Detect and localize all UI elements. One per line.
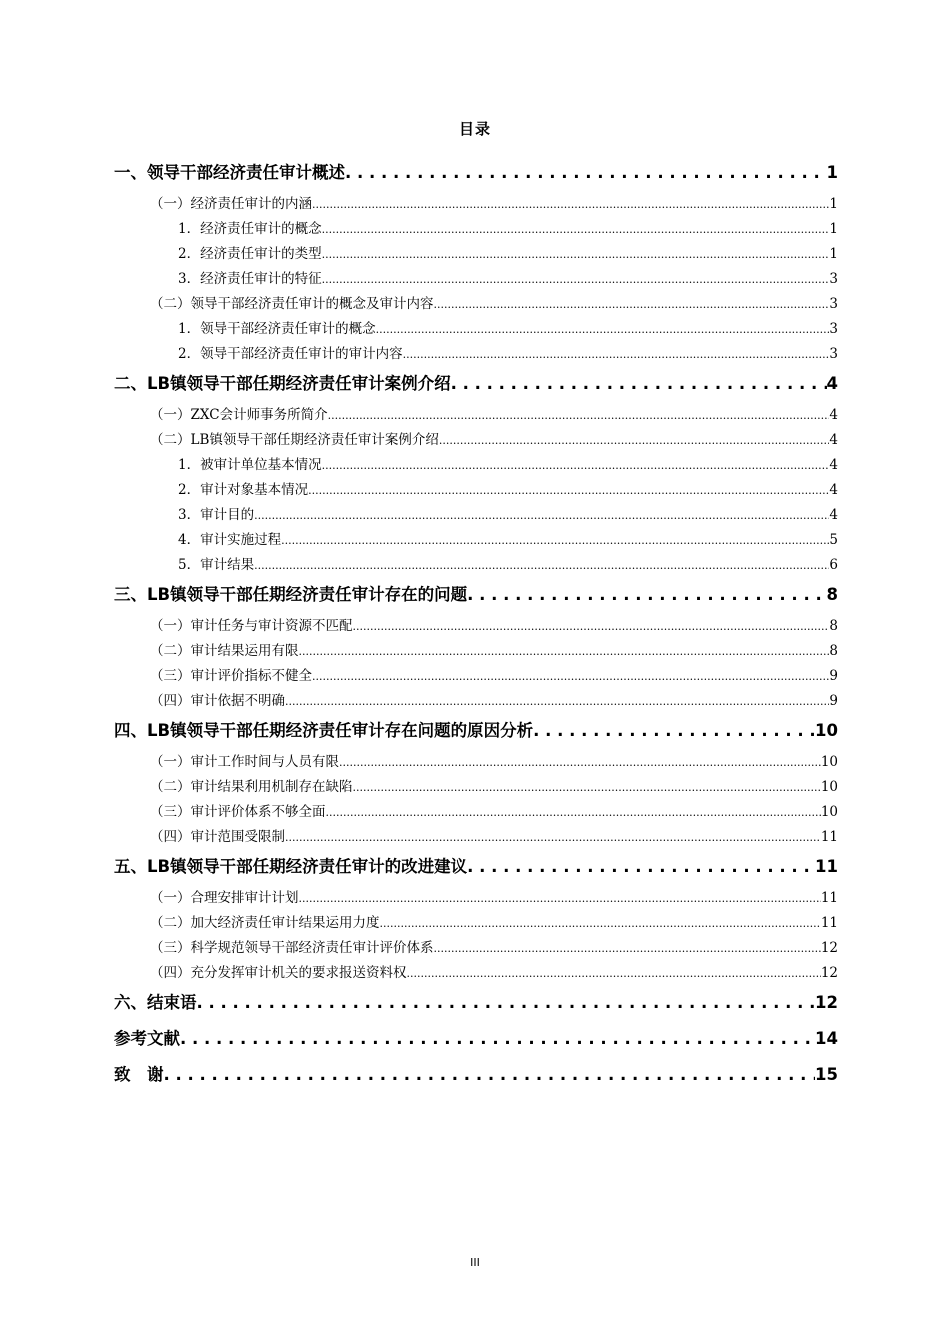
toc-entry[interactable] — [114, 664, 838, 689]
toc-entry-label: 1．领导干部经济责任审计的概念 — [178, 321, 376, 337]
toc-entry[interactable] — [114, 775, 838, 800]
toc-entry-label: 2．领导干部经济责任审计的审计内容 — [178, 346, 403, 362]
toc-leader — [322, 217, 830, 242]
toc-entry-label: 1．被审计单位基本情况 — [178, 457, 322, 473]
toc-entry-page: 1 — [829, 221, 838, 237]
toc-entry[interactable] — [114, 367, 838, 403]
toc-entry-page: 9 — [829, 668, 838, 684]
toc-entry[interactable] — [114, 639, 838, 664]
table-of-contents — [114, 156, 838, 1094]
toc-entry-page: 11 — [820, 915, 838, 931]
toc-leader — [164, 1058, 816, 1091]
toc-leader — [439, 428, 830, 453]
toc-entry-label: （二）审计结果运用有限 — [150, 643, 299, 659]
toc-entry-label: （二）LB镇领导干部任期经济责任审计案例介绍 — [150, 432, 439, 448]
toc-leader — [467, 850, 815, 883]
toc-entry[interactable] — [114, 528, 838, 553]
toc-leader — [326, 800, 821, 825]
toc-entry-page: 8 — [826, 585, 838, 604]
toc-entry-label: 4．审计实施过程 — [178, 532, 282, 548]
toc-entry-page: 3 — [829, 271, 838, 287]
toc-leader — [467, 578, 826, 611]
toc-entry[interactable] — [114, 714, 838, 750]
toc-entry[interactable] — [114, 192, 838, 217]
toc-entry-page: 4 — [826, 374, 838, 393]
toc-entry-label: （三）审计评价体系不够全面 — [150, 804, 326, 820]
toc-entry[interactable] — [114, 156, 838, 192]
toc-entry-label: （一）合理安排审计计划 — [150, 890, 299, 906]
toc-leader — [285, 825, 821, 850]
toc-entry[interactable] — [114, 800, 838, 825]
toc-entry-page: 3 — [829, 296, 838, 312]
toc-leader — [376, 317, 830, 342]
toc-title: 目录 — [458, 120, 491, 138]
toc-entry[interactable] — [114, 1022, 838, 1058]
toc-entry-page: 11 — [820, 829, 838, 845]
toc-leader — [322, 267, 830, 292]
toc-entry[interactable] — [114, 242, 838, 267]
toc-entry-page: 15 — [815, 1065, 838, 1084]
toc-entry-label: 四、LB镇领导干部任期经济责任审计存在问题的原因分析 — [114, 721, 534, 740]
toc-entry-label: 一、领导干部经济责任审计概述 — [114, 163, 345, 182]
toc-entry-page: 9 — [829, 693, 838, 709]
toc-leader — [312, 192, 829, 217]
toc-entry-page: 1 — [826, 163, 838, 182]
toc-entry[interactable] — [114, 936, 838, 961]
toc-entry[interactable] — [114, 292, 838, 317]
toc-entry[interactable] — [114, 578, 838, 614]
toc-entry-label: （一）审计工作时间与人员有限 — [150, 754, 339, 770]
toc-entry[interactable] — [114, 1058, 838, 1094]
toc-entry[interactable] — [114, 986, 838, 1022]
toc-entry[interactable] — [114, 750, 838, 775]
toc-entry[interactable] — [114, 886, 838, 911]
toc-entry[interactable] — [114, 689, 838, 714]
toc-entry-label: 二、LB镇领导干部任期经济责任审计案例介绍 — [114, 374, 451, 393]
toc-leader — [197, 986, 816, 1019]
toc-entry-page: 14 — [815, 1029, 838, 1048]
toc-entry-page: 4 — [829, 482, 838, 498]
toc-entry-page: 4 — [829, 432, 838, 448]
toc-entry-page: 11 — [820, 890, 838, 906]
toc-entry-page: 10 — [820, 804, 838, 820]
toc-entry-page: 5 — [829, 532, 838, 548]
toc-leader — [403, 342, 830, 367]
toc-entry-label: 五、LB镇领导干部任期经济责任审计的改进建议 — [114, 857, 468, 876]
toc-entry-label: 六、结束语 — [114, 993, 197, 1012]
toc-entry-label: （一）审计任务与审计资源不匹配 — [150, 618, 353, 634]
toc-entry-label: （三）科学规范领导干部经济责任审计评价体系 — [150, 940, 434, 956]
toc-leader — [339, 750, 821, 775]
toc-leader — [434, 936, 821, 961]
toc-leader — [380, 911, 821, 936]
toc-leader — [322, 453, 830, 478]
toc-entry-page: 8 — [829, 643, 838, 659]
toc-entry-label: 2．审计对象基本情况 — [178, 482, 309, 498]
toc-entry[interactable] — [114, 850, 838, 886]
toc-entry-label: 致 谢 — [114, 1065, 164, 1084]
toc-entry-label: （一）ZXC会计师事务所简介 — [150, 407, 328, 423]
toc-entry-label: 2．经济责任审计的类型 — [178, 246, 322, 262]
toc-entry-page: 8 — [829, 618, 838, 634]
toc-leader — [451, 367, 827, 400]
toc-entry-label: （四）审计依据不明确 — [150, 693, 285, 709]
toc-entry[interactable] — [114, 825, 838, 850]
toc-entry[interactable] — [114, 503, 838, 528]
toc-leader — [299, 639, 830, 664]
toc-entry[interactable] — [114, 553, 838, 578]
toc-entry-label: 参考文献 — [114, 1029, 180, 1048]
toc-leader — [312, 664, 829, 689]
toc-entry-label: （一）经济责任审计的内涵 — [150, 196, 312, 212]
toc-leader — [345, 156, 827, 189]
toc-entry-page: 12 — [815, 993, 838, 1012]
toc-entry-label: 5．审计结果 — [178, 557, 255, 573]
toc-entry-label: （二）加大经济责任审计结果运用力度 — [150, 915, 380, 931]
toc-leader — [254, 503, 829, 528]
toc-entry-label: 三、LB镇领导干部任期经济责任审计存在的问题 — [114, 585, 468, 604]
toc-leader — [533, 714, 815, 747]
toc-entry[interactable] — [114, 961, 838, 986]
toc-entry[interactable] — [114, 911, 838, 936]
toc-entry-page: 4 — [829, 457, 838, 473]
toc-leader — [434, 292, 830, 317]
toc-entry[interactable] — [114, 614, 838, 639]
toc-leader — [353, 775, 821, 800]
toc-entry-label: （四）审计范围受限制 — [150, 829, 285, 845]
toc-entry-label: （四）充分发挥审计机关的要求报送资料权 — [150, 965, 407, 981]
toc-entry[interactable] — [114, 342, 838, 367]
toc-entry[interactable] — [114, 403, 838, 428]
toc-leader — [281, 528, 829, 553]
toc-entry-label: （二）审计结果利用机制存在缺陷 — [150, 779, 353, 795]
toc-leader — [180, 1022, 815, 1055]
toc-entry-page: 3 — [829, 346, 838, 362]
toc-leader — [322, 242, 830, 267]
toc-leader — [407, 961, 821, 986]
toc-entry[interactable] — [114, 478, 838, 503]
toc-leader — [308, 478, 829, 503]
toc-entry-page: 10 — [820, 754, 838, 770]
toc-entry-page: 12 — [820, 940, 838, 956]
toc-entry-page: 12 — [820, 965, 838, 981]
toc-entry-label: （二）领导干部经济责任审计的概念及审计内容 — [150, 296, 434, 312]
toc-entry-label: 3．经济责任审计的特征 — [178, 271, 322, 287]
toc-leader — [299, 886, 821, 911]
toc-entry-page: 1 — [829, 196, 838, 212]
toc-leader — [285, 689, 829, 714]
page-number: III — [470, 1256, 480, 1269]
toc-entry[interactable] — [114, 453, 838, 478]
toc-entry-page: 4 — [829, 507, 838, 523]
toc-entry-label: 3．审计目的 — [178, 507, 255, 523]
toc-entry[interactable] — [114, 267, 838, 292]
toc-entry-page: 10 — [820, 779, 838, 795]
toc-entry-page: 10 — [815, 721, 838, 740]
toc-entry[interactable] — [114, 217, 838, 242]
toc-entry-page: 1 — [829, 246, 838, 262]
toc-entry[interactable] — [114, 428, 838, 453]
toc-entry-label: （三）审计评价指标不健全 — [150, 668, 312, 684]
toc-leader — [353, 614, 830, 639]
toc-leader — [328, 403, 830, 428]
toc-entry-page: 3 — [829, 321, 838, 337]
toc-entry-page: 11 — [815, 857, 838, 876]
toc-entry-label: 1．经济责任审计的概念 — [178, 221, 322, 237]
toc-entry-page: 6 — [829, 557, 838, 573]
toc-entry[interactable] — [114, 317, 838, 342]
toc-leader — [254, 553, 829, 578]
toc-entry-page: 4 — [829, 407, 838, 423]
